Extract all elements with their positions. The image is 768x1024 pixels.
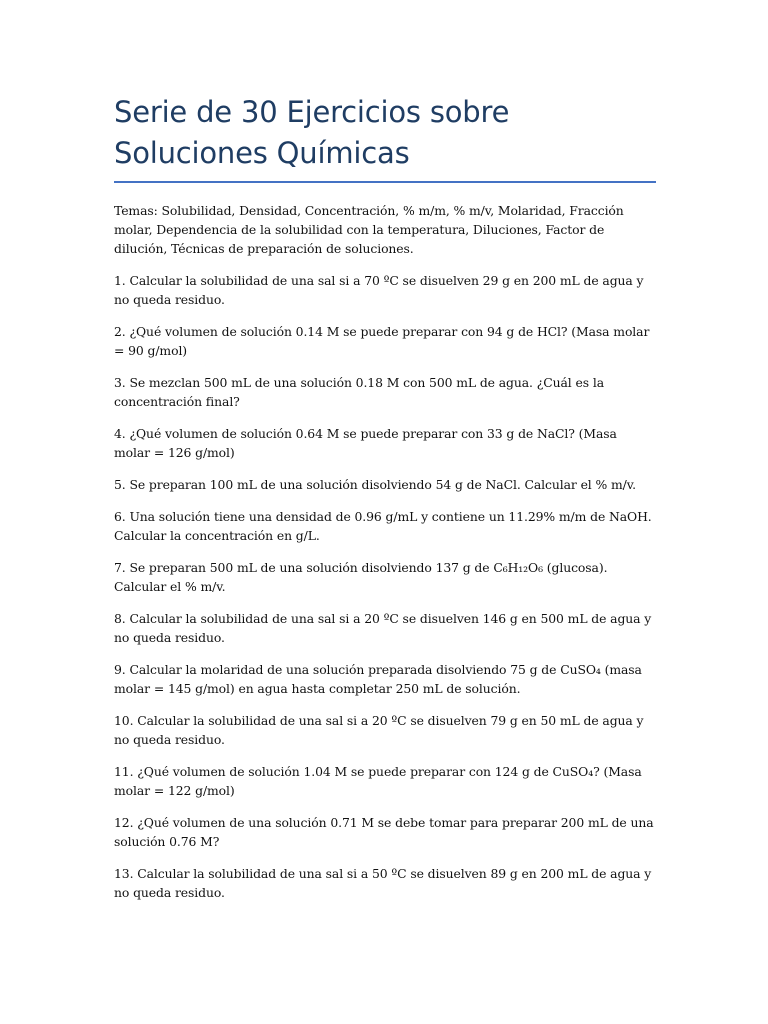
exercise-item: 3. Se mezclan 500 mL de una solución 0.18 M con 500 mL de agua. ¿Cuál es la concentración final? (114, 375, 604, 409)
document-title: Serie de 30 Ejercicios sobre Soluciones Químicas (114, 95, 510, 170)
exercise-item: 5. Se preparan 100 mL de una solución disolviendo 54 g de NaCl. Calcular el % m/v. (114, 477, 637, 492)
exercise-item: 9. Calcular la molaridad de una solución preparada disolviendo 75 g de CuSO₄ (masa molar = 145 g/mol) en agua hasta completar 250 mL de solución. (114, 662, 642, 696)
exercise-item: 8. Calcular la solubilidad de una sal si a 20 ºC se disuelven 146 g en 500 mL de agua y no queda residuo. (114, 611, 652, 645)
document-page (114, 92, 656, 915)
title-underline (114, 181, 656, 183)
exercise-item: 4. ¿Qué volumen de solución 0.64 M se puede preparar con 33 g de NaCl? (Masa molar = 126 g/mol) (114, 426, 617, 460)
topics-paragraph: Temas: Solubilidad, Densidad, Concentración, % m/m, % m/v, Molaridad, Fracción molar, Dependencia de la solubilidad con la temperatura, Diluciones, Factor de dilución, Técnicas de preparación de soluciones. (114, 203, 624, 256)
exercise-item: 12. ¿Qué volumen de una solución 0.71 M se debe tomar para preparar 200 mL de una solución 0.76 M? (114, 815, 654, 849)
exercise-item: 10. Calcular la solubilidad de una sal si a 20 ºC se disuelven 79 g en 50 mL de agua y no queda residuo. (114, 713, 644, 747)
exercise-item: 2. ¿Qué volumen de solución 0.14 M se puede preparar con 94 g de HCl? (Masa molar = 90 g/mol) (114, 324, 650, 358)
exercise-item: 11. ¿Qué volumen de solución 1.04 M se puede preparar con 124 g de CuSO₄? (Masa molar = 122 g/mol) (114, 764, 642, 798)
exercise-item: 7. Se preparan 500 mL de una solución disolviendo 137 g de C₆H₁₂O₆ (glucosa). Calcular el % m/v. (114, 560, 608, 594)
exercise-list (114, 271, 656, 902)
exercise-item: 1. Calcular la solubilidad de una sal si a 70 ºC se disuelven 29 g en 200 mL de agua y no queda residuo. (114, 273, 644, 307)
exercise-item: 6. Una solución tiene una densidad de 0.96 g/mL y contiene un 11.29% m/m de NaOH. Calcular la concentración en g/L. (114, 509, 652, 543)
exercise-item: 13. Calcular la solubilidad de una sal si a 50 ºC se disuelven 89 g en 200 mL de agua y no queda residuo. (114, 866, 652, 900)
